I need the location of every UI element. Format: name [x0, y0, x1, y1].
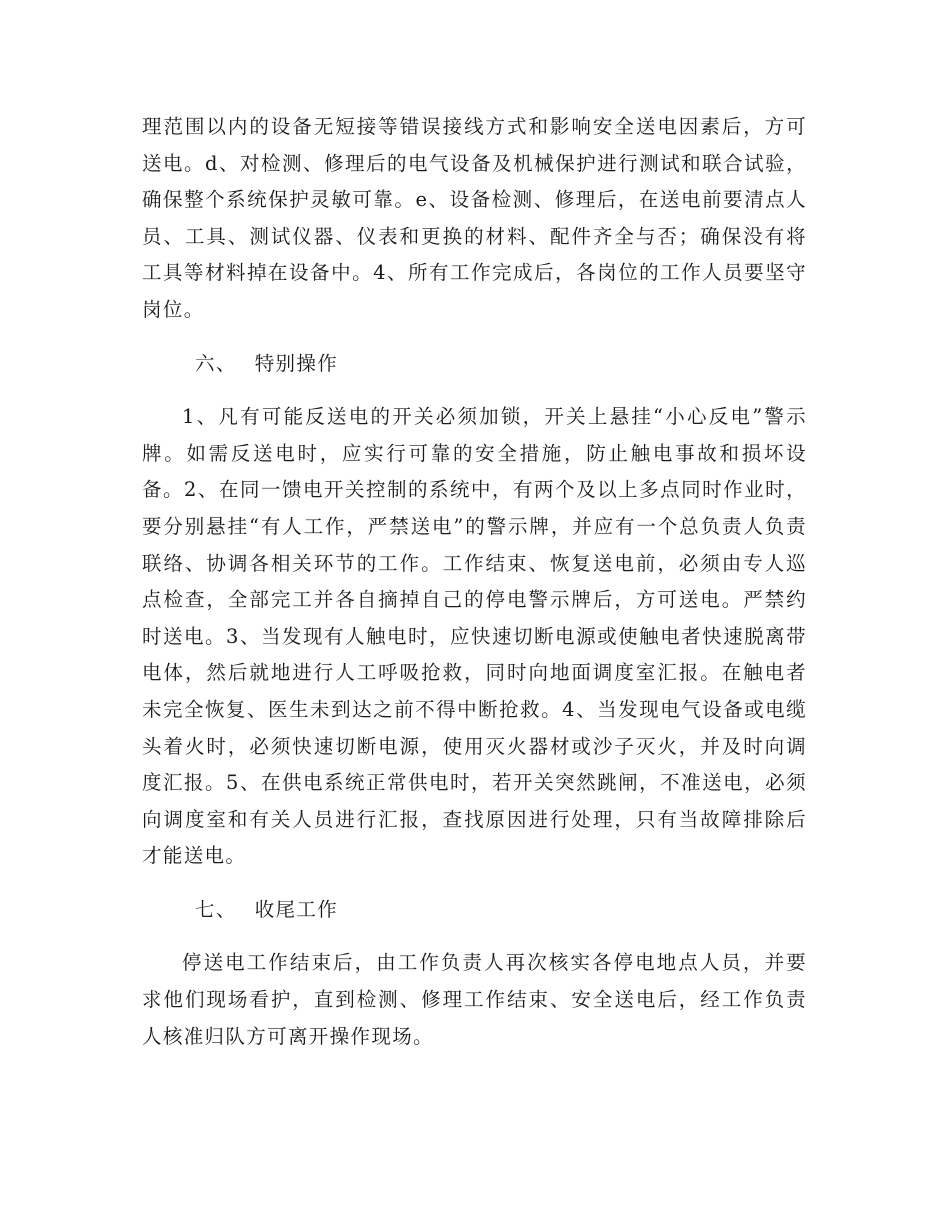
section-heading-6: [142, 346, 807, 383]
document-body: [142, 109, 807, 1055]
section-body-7: 停送电工作结束后，由工作负责人再次核实各停电地点人员，并要求他们现场看护，直到检测、修理工作结束、安全送电后，经工作负责人核准归队方可离开操作现场。: [142, 951, 807, 1048]
section-title-6: 特别操作: [254, 351, 339, 375]
section-number-6: 六、: [195, 351, 237, 375]
section-body-6: 1、凡有可能反送电的开关必须加锁，开关上悬挂“小心反电”警示牌。如需反送电时，应实行可靠的安全措施，防止触电事故和损坏设备。2、在同一馈电开关控制的系统中，有两个及以上多点同时作业时，要分别悬挂“有人工作，严禁送电”的警示牌，并应有一个总负责人负责联络、协调各相关环节的工作。工作结束、恢复送电前，必须由专人巡点检查，全部完工并各自摘掉自己的停电警示牌后，方可送电。严禁约时送电。3、当发现有人触电时，应快速切断电源或使触电者快速脱离带电体，然后就地进行人工呼吸抢救，同时向地面调度室汇报。在触电者未完全恢复、医生未到达之前不得中断抢救。4、当发现电气设备或电缆头着火时，必须快速切断电源，使用灭火器材或沙子灭火，并及时向调度汇报。5、在供电系统正常供电时，若开关突然跳闸，不准送电，必须向调度室和有关人员进行汇报，查找原因进行处理，只有当故障排除后才能送电。: [142, 405, 807, 868]
section-title-7: 收尾工作: [254, 897, 339, 921]
continued-paragraph: 理范围以内的设备无短接等错误接线方式和影响安全送电因素后，方可送电。d、对检测、修理后的电气设备及机械保护进行测试和联合试验，确保整个系统保护灵敏可靠。e、设备检测、修理后，在送电前要清点人员、工具、测试仪器、仪表和更换的材料、配件齐全与否；确保没有将工具等材料掉在设备中。4、所有工作完成后，各岗位的工作人员要坚守岗位。: [142, 115, 807, 321]
section-heading-7: [142, 892, 807, 929]
section-number-7: 七、: [195, 897, 237, 921]
